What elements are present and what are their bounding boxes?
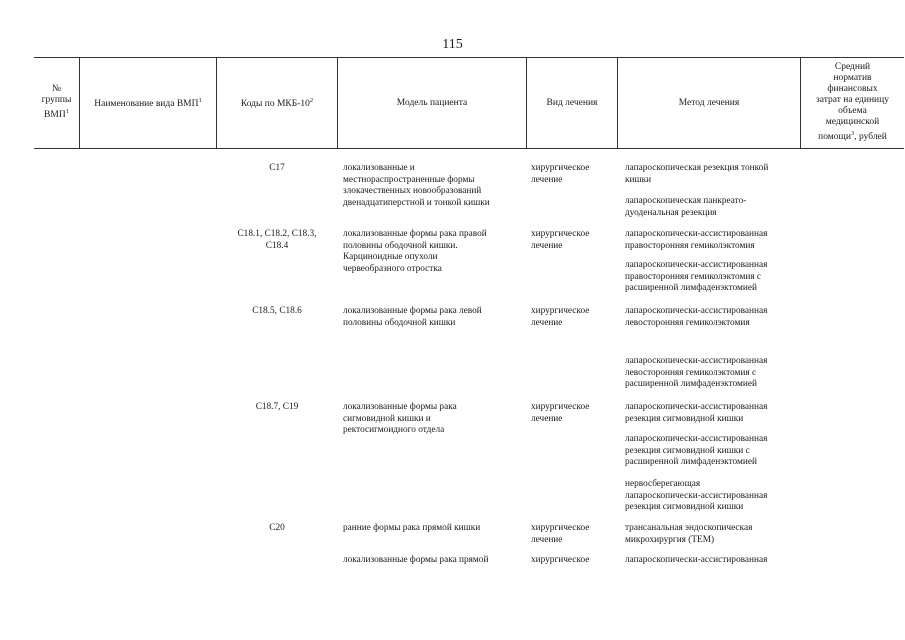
footnote-mark: 1 [198,97,202,105]
header-treatment-method-text: Метод лечения [678,97,740,108]
header-icd-codes [217,58,337,148]
header-vmp-name [80,58,216,148]
icd-code-cell: C18.7, C19 [255,402,299,412]
header-vmp-name-text: Наименование вида ВМП [94,99,199,110]
treatment-method-cell: лапароскопически-ассистированная правосторонняя гемиколэктомия [625,229,768,251]
treatment-method-cell: лапароскопически-ассистированная резекция сигмовидной кишки с расширенной лимфаденэктомией [625,434,768,467]
treatment-method-cell: лапароскопически-ассистированная левосторонняя гемиколэктомия [625,306,768,328]
header-treatment-type [527,58,617,148]
patient-model-cell: ранние формы рака прямой кишки [343,523,481,533]
header-icd-codes-text: Коды по МКБ-10 [240,99,310,110]
icd-code-cell: C18.5, C18.6 [252,306,302,316]
footnote-mark: 1 [65,108,69,116]
treatment-type-cell: хирургическое лечение [531,229,590,251]
treatment-type-cell: хирургическое лечение [531,523,590,545]
treatment-method-cell: трансанальная эндоскопическая микрохирургия (ТЕМ) [625,523,753,545]
header-group-no-text: № группы ВМП [41,84,72,121]
header-cost-norm-tail: , рублей [854,132,887,143]
footnote-mark: 2 [309,97,314,105]
header-treatment-method [618,58,800,148]
patient-model-cell: локализованные формы рака прямой [343,555,489,565]
header-bottom-rule [34,148,904,149]
treatment-type-cell: хирургическое лечение [531,163,590,185]
icd-code-cell: C20 [269,523,285,533]
header-group-no [34,58,79,148]
patient-model-cell: локализованные формы рака правой половины ободочной кишки. Карциноидные опухоли червеобразного отростка [343,229,487,274]
header-treatment-type-text: Вид лечения [546,97,598,108]
treatment-method-cell: лапароскопически-ассистированная [625,555,768,565]
treatment-method-cell: лапароскопически-ассистированная резекция сигмовидной кишки [625,402,768,424]
header-cost-norm [801,58,904,148]
patient-model-cell: локализованные и местнораспространенные формы злокачественных новообразований двенадцатиперстной и тонкой кишки [343,163,490,208]
patient-model-cell: локализованные формы рака сигмовидной кишки и ректосигмоидного отдела [343,402,457,435]
page-number: 115 [442,37,463,52]
header-patient-model [338,58,526,148]
icd-code-cell: C18.1, C18.2, C18.3, C18.4 [237,229,317,251]
header-patient-model-text: Модель пациента [396,97,468,108]
treatment-method-cell: лапароскопическая панкреато- дуоденальная резекция [625,196,747,218]
patient-model-cell: локализованные формы рака левой половины ободочной кишки [343,306,482,328]
header-cost-norm-text: Средний норматив финансовых затрат на единицу объема медицинской помощи [816,62,889,143]
treatment-type-cell: хирургическое лечение [531,402,590,424]
treatment-method-cell: лапароскопически-ассистированная левосторонняя гемиколэктомия с расширенной лимфаденэктомией [625,356,768,389]
treatment-type-cell: хирургическое лечение [531,306,590,328]
footnote-mark: 3 [850,130,855,138]
treatment-method-cell: лапароскопическая резекция тонкой кишки [625,163,769,185]
treatment-type-cell: хирургическое [531,555,590,565]
treatment-method-cell: лапароскопически-ассистированная правосторонняя гемиколэктомия с расширенной лимфаденэктомией [625,260,768,293]
icd-code-cell: C17 [269,163,285,173]
treatment-method-cell: нервосберегающая лапароскопически-ассистированная резекция сигмовидной кишки [625,479,768,512]
